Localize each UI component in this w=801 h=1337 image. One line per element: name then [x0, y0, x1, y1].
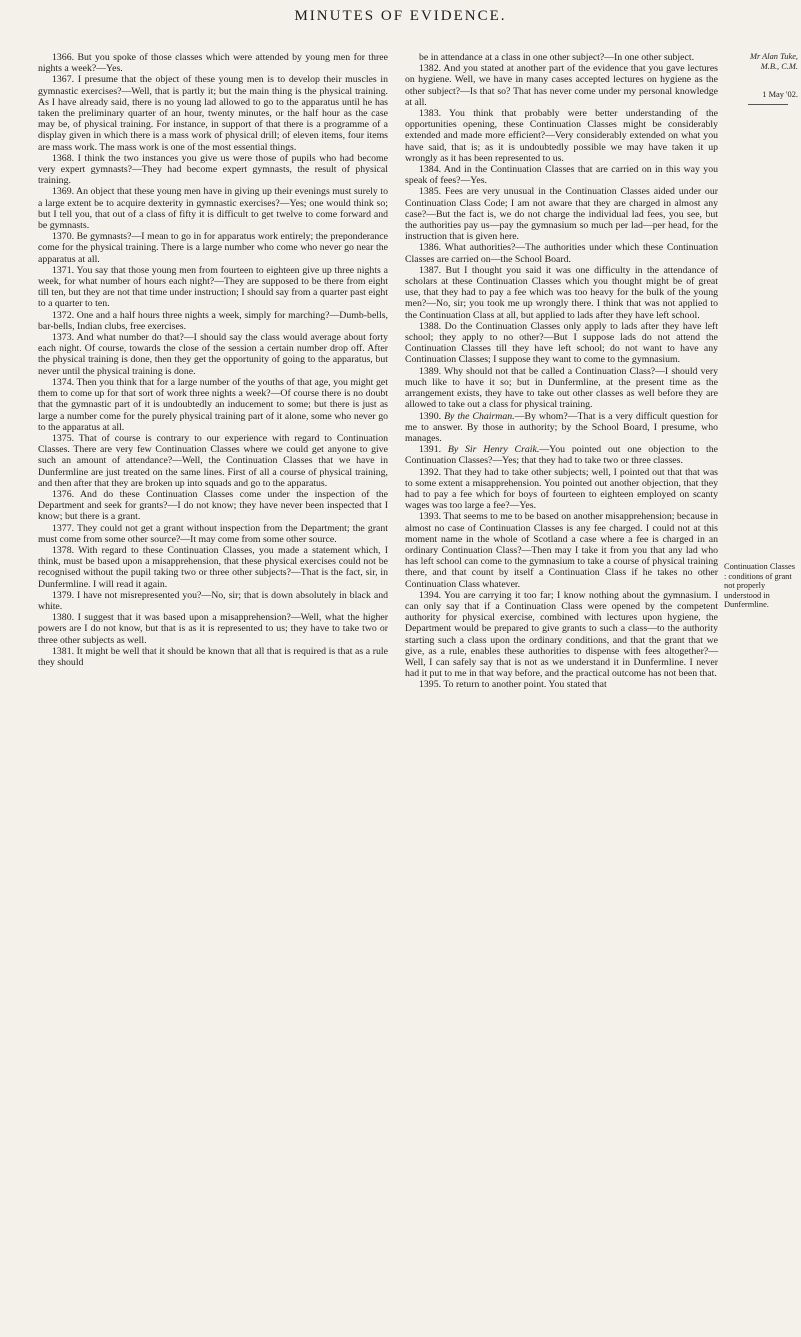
witness-note — [732, 52, 798, 71]
evidence-paragraph: 1367. I presume that the object of these young men is to develop their muscles in gymnastic exercises?—Well, that is partly it; but the main thing is the physical training. As I have already said, there is no young lad allowed to go to the apparatus until he has taken the preliminary quarter of an hour, twenty minutes, or the half hour as the case may be, of physical training. For instance, in support of that there is a programme of a display given in which there is a mass work of physical drill; of eleven items, four items are mass work. The mass work is one of the most essential things. — [38, 74, 388, 153]
evidence-paragraph: 1372. One and a half hours three nights a week, simply for marching?—Dumb-bells, bar-bells, Indian clubs, free exercises. — [38, 309, 388, 332]
evidence-paragraph: 1388. Do the Continuation Classes only apply to lads after they have left school; they apply to no other?—But I suppose lads do not attend the Continuation Classes till they have left school; do not want to have any Continuation Classes; I suppose they want to come to the gymnasium. — [405, 320, 718, 366]
evidence-paragraph: 1377. They could not get a grant without inspection from the Department; the grant must come from some other source?—It may come from some other source. — [38, 522, 388, 545]
evidence-paragraph: 1380. I suggest that it was based upon a misapprehension?—Well, what the higher powers are I do not know, but that is as it is represented to us; they have to take two or three other subjects as well. — [38, 612, 388, 646]
right-column — [405, 52, 718, 691]
evidence-paragraph: 1379. I have not misrepresented you?—No, sir; that is down absolutely in black and white. — [38, 589, 388, 612]
evidence-paragraph: 1392. That they had to take other subjects; well, I pointed out that that was to some extent a misapprehension. You pointed out another objection, that they had to pay a fee which for boys of fourteen to eighteen employed on scanty wages was too large a fee?—Yes. — [405, 466, 718, 512]
evidence-paragraph: 1375. That of course is contrary to our experience with regard to Continuation Classes. There are very few Continuation Classes where we could get anyone to give such an amount of attendance?—Well, the Continuation Classes that we have in Dunfermline are just treated on the same lines. First of all a course of physical training, and then after that they are broken up into squads and go to the apparatus. — [38, 432, 388, 489]
evidence-paragraph: be in attendance at a class in one other subject?—In one other subject. — [419, 52, 695, 63]
evidence-paragraph: 1393. That seems to me to be based on another misapprehension; because in almost no case of Continuation Classes is any fee charged. I could not at this moment name in the whole of Scotland a case where a fee is charged in an ordinary Continuation Class?—Then may I take it from you that any lad who has left school can come to the gymnasium to take a course of physical training there, and that count by itself a Continuation Class if he takes no other Continuation Class whatever. — [405, 511, 718, 590]
evidence-paragraph: 1373. And what number do that?—I should say the class would average about forty each night. Of course, towards the close of the session a certain number drop off. After the physical training is done, then they get the opportunity of going to the apparatus, but never until the physical training is done. — [38, 332, 388, 377]
evidence-paragraph: 1366. But you spoke of those classes which were attended by young men for three nights a week?—Yes. — [38, 52, 388, 75]
evidence-paragraph: 1374. Then you think that for a large number of the youths of that age, you might get them to come up for that sort of work three nights a week?—Of course there is no doubt that the gymnastic part of it is undoubtedly an inducement to some; but there is just as large a number come for the purely physical training part of it alone, some who never go to the apparatus at all. — [38, 376, 388, 433]
evidence-paragraph: 1376. And do these Continuation Classes come under the inspection of the Department and seek for grants?—I do not know; they have never been inspected that I know; but there is a grant. — [38, 488, 388, 523]
evidence-paragraph: 1390. By the Chairman.—By whom?—That is a very difficult question for me to answer. By those in authority; by the School Board, I presume, who manages. — [405, 410, 718, 444]
page-header: MINUTES OF EVIDENCE. — [294, 8, 507, 24]
evidence-paragraph: 1389. Why should not that be called a Continuation Class?—I should very much like to have it so; but in Dunfermline, at the present time as the arrangement exists, they have to take out other classes as well before they are allowed to take out a class for physical training. — [405, 365, 718, 411]
evidence-paragraph: 1386. What authorities?—The authorities under which these Continuation Classes are carried on—the School Board. — [405, 242, 718, 265]
evidence-paragraph: 1384. And in the Continuation Classes that are carried on in this way you speak of fees?—Yes. — [405, 164, 718, 187]
evidence-paragraph: 1383. You think that probably were better understanding of the opportunities opening, these Continuation Classes might be considerably extended and made more efficient?—Very considerably extended on what you have said, that is; as it is undoubtedly possible we may have taken it up wrongly as it has been represented to us. — [405, 108, 718, 164]
evidence-date: 1 May '02. — [762, 90, 798, 99]
evidence-paragraph: 1391. By Sir Henry Craik.—You pointed out one objection to the Continuation Classes?—Yes; that they had to take two or three classes. — [405, 444, 718, 467]
evidence-paragraph: 1385. Fees are very unusual in the Continuation Classes aided under our Continuation Class Code; I am not aware that they are charged in almost any case?—But the fact is, we do not charge the individual lad fees, you see, but the authorities pay us—pay the gymnasium so much per lad—per head, for the instruction that is given here. — [405, 186, 718, 243]
evidence-paragraph: 1395. To return to another point. You stated that — [419, 679, 607, 691]
evidence-paragraph: 1371. You say that those young men from fourteen to eighteen give up three nights a week, for what number of hours each night?—They are supposed to be there from eight till ten, but they are not that time under instruction; I should say from a quarter past eight to a quarter to ten. — [38, 264, 388, 310]
side-note: Continuation Classes : conditions of grant not properly understood in Dunfermline. — [724, 562, 795, 610]
evidence-paragraph: 1381. It might be well that it should be known that all that is required is that as a rule they should — [38, 645, 388, 668]
evidence-paragraph: 1368. I think the two instances you give us were those of pupils who had become very expert gymnasts?—They had become expert gymnasts, the result of physical training. — [38, 152, 388, 187]
evidence-paragraph: 1387. But I thought you said it was one difficulty in the attendance of scholars at these Continuation Classes which you thought might be of great use, that they had to pay a fee which was too heavy for the bulk of the young men?—No, sir; you took me up wrongly there. I think that was not applied to the Continuation Class at all, but applied to lads after they have left school. — [405, 264, 718, 321]
left-column — [38, 52, 388, 668]
evidence-paragraph: 1378. With regard to these Continuation Classes, you made a statement which, I think, must be based upon a misapprehension, that these physical exercises could not be recognised without the pupil taking two or three other subjects?—That is the fact, sir, in Dunfermline. I will read it again. — [38, 544, 388, 590]
evidence-paragraph: 1382. And you stated at another part of the evidence that you gave lectures on hygiene. Well, we have in many cases accepted lectures on hygiene as the other subject?—Is that so? That has never come under my personal knowledge at all. — [405, 63, 718, 108]
evidence-paragraph: 1394. You are carrying it too far; I know nothing about the gymnasium. I can only say that if a Continuation Class were opened by the competent authority for physical exercise, combined with lectures upon hygiene, the Department would be prepared to give grants to such a class—to the authority starting such a class upon the ordinary conditions, and that the grant that we give, as a rule, enables these authorities to dispense with fees altogether?—Well, I can safely say that is not as we understand it in Dunfermline. I never had it put to me in that way before, and the practical outcome has not been that. — [405, 589, 718, 680]
date-rule — [748, 104, 788, 105]
witness-title: M.B., C.M. — [760, 61, 798, 71]
evidence-paragraph: 1370. Be gymnasts?—I mean to go in for apparatus work entirely; the preponderance come for the physical training. There is a large number who come who never go near the apparatus at all. — [38, 231, 388, 265]
witness-name: Mr Alan Tuke, — [750, 52, 798, 61]
evidence-paragraph: 1369. An object that these young men have in giving up their evenings must surely to a large extent be to acquire dexterity in gymnastic exercises?—Yes; one would think so; but I tell you, that out of a class of fifty it is difficult to get twelve to come forward and be gymnasts. — [38, 186, 388, 232]
